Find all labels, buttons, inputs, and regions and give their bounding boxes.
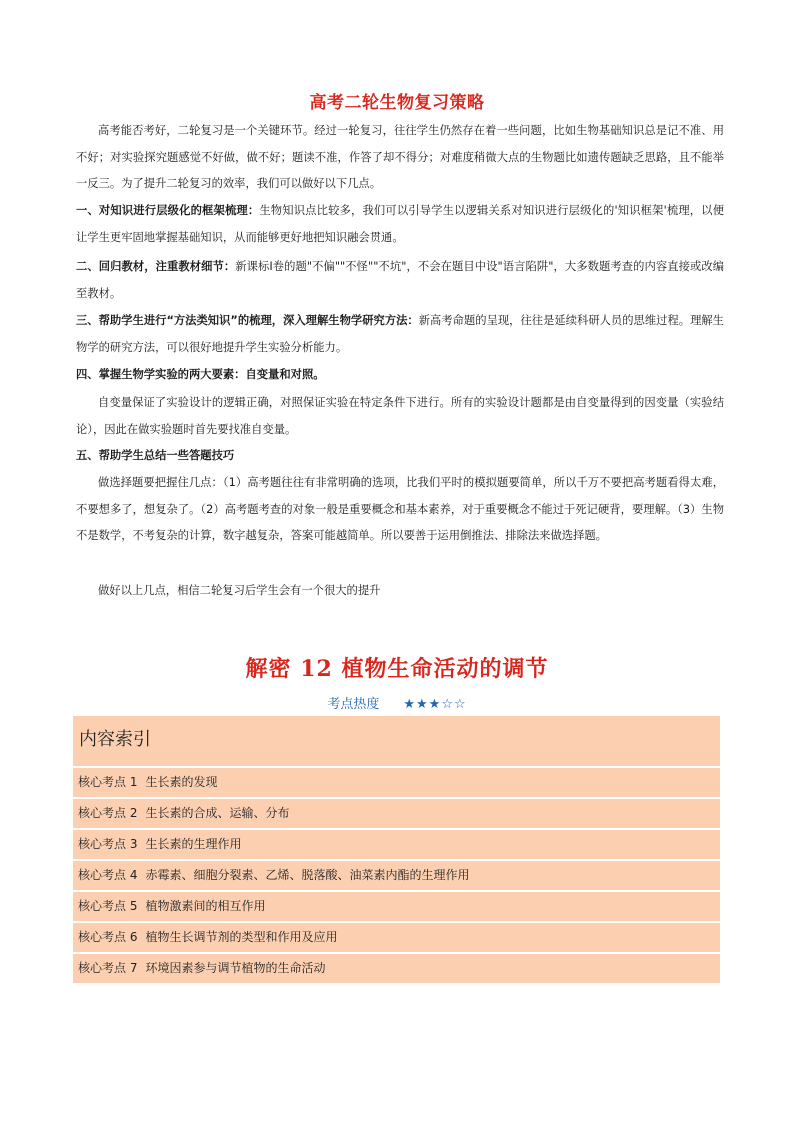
index-item	[73, 892, 720, 923]
index-item-label: 赤霉素、细胞分裂素、乙烯、脱落酸、油菜素内酯的生理作用	[145, 868, 470, 882]
index-item-number: 核心考点 4	[78, 868, 138, 882]
section-title: 解密 12 植物生命活动的调节	[245, 656, 549, 682]
point-1-heading: 一、对知识进行层级化的框架梳理：	[76, 204, 260, 217]
index-item	[73, 861, 720, 892]
index-item	[73, 768, 720, 799]
index-item-number: 核心考点 5	[78, 899, 138, 913]
index-item-label: 生长素的合成、运输、分布	[145, 806, 290, 820]
point-5-heading	[76, 443, 724, 470]
index-item	[73, 954, 720, 985]
page-title: 高考二轮生物复习策略	[309, 93, 485, 113]
index-item-label: 生长素的发现	[145, 775, 218, 789]
point-2-heading: 二、回归教材，注重教材细节：	[76, 260, 236, 273]
point-5-body: 做选择题要把握住几点：（1）高考题往往有非常明确的选项，比我们平时的模拟题要简单，所以千万不要把高考题看得太难，不要想多了，想复杂了。（2）高考题考查的对象一般是重要概念和基本素养，对于重要概念不能过于死记硬背，要理解。（3）生物不是数学，不考复杂的计算，数字越复杂，答案可能越简单。所以要善于运用倒推法、排除法来做选择题。	[76, 476, 724, 542]
point-4-heading	[76, 362, 724, 389]
index-item-number: 核心考点 7	[78, 961, 138, 975]
index-item-label: 生长素的生理作用	[145, 837, 242, 851]
index-item-label: 植物激素间的相互作用	[145, 899, 266, 913]
index-item	[73, 830, 720, 861]
point-5-heading-text: 五、帮助学生总结一些答题技巧	[76, 449, 235, 462]
intro-paragraph: 高考能否考好，二轮复习是一个关键环节。经过一轮复习，往往学生仍然存在着一些问题，比如生物基础知识总是记不准、用不好；对实验探究题感觉不好做，做不好；题读不准，作答了却不得分；对难度稍微大点的生物题比如遗传题缺乏思路，且不能举一反三。为了提升二轮复习的效率，我们可以做好以下几点。	[76, 124, 724, 190]
index-item-number: 核心考点 2	[78, 806, 138, 820]
index-item-number: 核心考点 3	[78, 837, 138, 851]
heat-label: 考点热度	[327, 697, 380, 712]
index-item-label: 环境因素参与调节植物的生命活动	[145, 961, 326, 975]
closing-paragraph: 做好以上几点，相信二轮复习后学生会有一个很大的提升	[98, 584, 381, 597]
star-rating-icon: ★★★☆☆	[403, 697, 467, 712]
point-3-body: 新高考命题的呈现，往往是延续科研人员的思维过程。理解生物学的研究方法，可以很好地提升学生实验分析能力。	[76, 314, 724, 354]
index-item-label: 植物生长调节剂的类型和作用及应用	[145, 930, 338, 944]
point-1	[76, 198, 724, 251]
index-item-number: 核心考点 6	[78, 930, 138, 944]
point-1-body: 生物知识点比较多，我们可以引导学生以逻辑关系对知识进行层级化的'知识框架'梳理，以便让学生更牢固地掌握基础知识，从而能够更好地把知识融会贯通。	[76, 204, 724, 244]
point-4-body: 自变量保证了实验设计的逻辑正确，对照保证实验在特定条件下进行。所有的实验设计题都是由自变量得到的因变量（实验结论），因此在做实验题时首先要找准自变量。	[76, 396, 724, 436]
point-2	[76, 254, 724, 307]
index-item-number: 核心考点 1	[78, 775, 138, 789]
index-header: 内容索引	[73, 716, 720, 768]
content-index	[73, 716, 720, 985]
index-item	[73, 923, 720, 954]
index-item	[73, 799, 720, 830]
heat-rating	[0, 693, 794, 712]
point-3	[76, 308, 724, 361]
point-4-heading-text: 四、掌握生物学实验的两大要素：自变量和对照。	[76, 368, 325, 381]
point-3-heading: 三、帮助学生进行“方法类知识”的梳理，深入理解生物学研究方法：	[76, 314, 419, 327]
index-list	[73, 768, 720, 985]
point-2-body: 新课标Ⅰ卷的题"不偏""不怪""不坑"，不会在题目中设"语言陷阱"，大多数题考查的内容直接或改编至教材。	[76, 260, 724, 300]
